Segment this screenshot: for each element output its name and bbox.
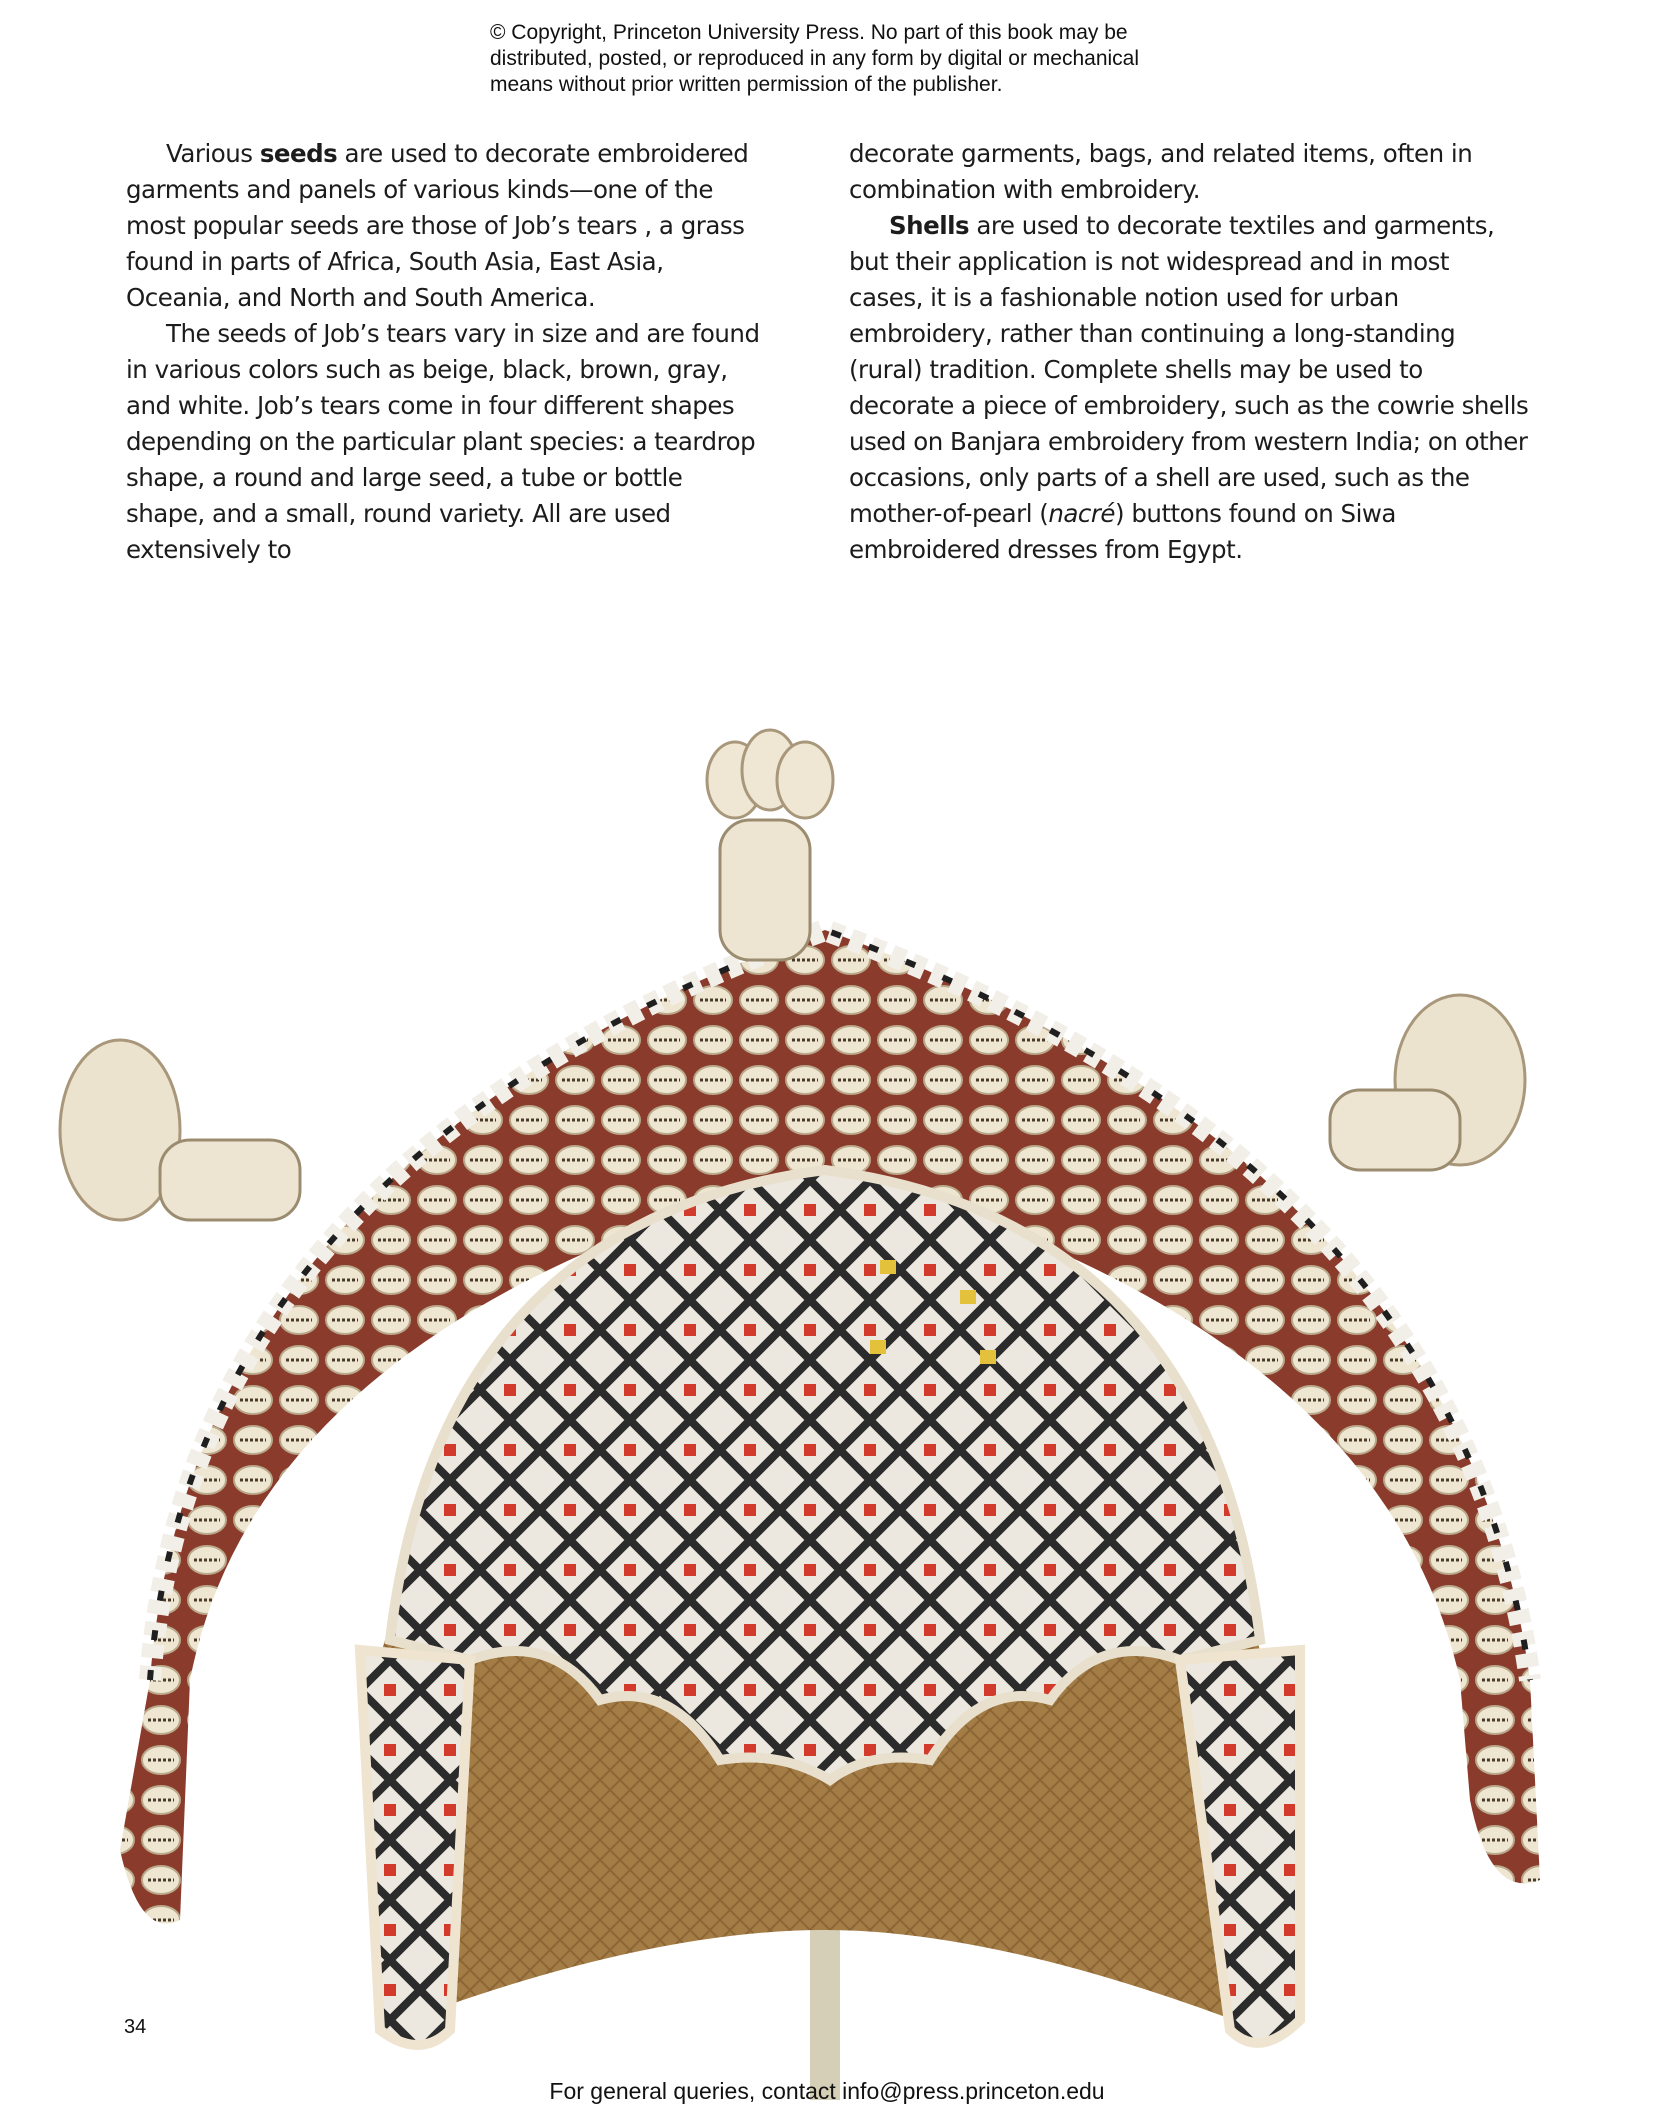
nacre-term: nacré <box>1048 499 1116 528</box>
beaded-cowrie-helmet-photo <box>0 700 1654 2100</box>
right-text-column <box>849 136 1529 568</box>
seeds-paragraph <box>126 136 766 316</box>
text-run: ) buttons found on Siwa embroidered dresses from Egypt. <box>849 499 1396 564</box>
text-run: are used to decorate embroidered garments and panels of various kinds—one of the most popular seeds are those of Job’s tears , a grass found in parts of Africa, South Asia, East Asia, Oceania, and North and South America. <box>126 139 749 312</box>
left-text-column <box>126 136 766 568</box>
left-tassel <box>60 1040 300 1220</box>
footer-contact: For general queries, contact info@press.princeton.edu <box>549 2078 1105 2104</box>
text-run: are used to decorate textiles and garments, but their application is not widespread and in most cases, it is a fashionable notion used for urban embroidery, rather than continuing a long-standing (rural) tradition. Complete shells may be used to decorate a piece of embroidery, such as the cowrie shells used on Banjara embroidery from western India; on other occasions, only parts of a shell are used, such as the mother-of-pearl ( <box>849 211 1529 528</box>
continued-paragraph: decorate garments, bags, and related items, often in combination with embroidery. <box>849 139 1473 204</box>
page-number: 34 <box>124 2016 147 2038</box>
right-tassel <box>1330 995 1525 1170</box>
copyright-line: means without prior written permission of the publisher. <box>490 73 1003 96</box>
text-run: Various <box>166 139 260 168</box>
seeds-term: seeds <box>259 139 338 168</box>
shells-term: Shells <box>889 211 970 240</box>
jobs-tears-paragraph: The seeds of Job’s tears vary in size and are found in various colors such as beige, black, brown, gray, and white. Job’s tears come in four different shapes depending on the particular plant species: a teardrop shape, a round and large seed, a tube or bottle shape, and a small, round variety. All are used extensively to <box>126 319 760 564</box>
copyright-line: distributed, posted, or reproduced in any form by digital or mechanical <box>490 47 1140 70</box>
copyright-notice <box>490 20 1250 98</box>
shells-paragraph <box>849 208 1529 568</box>
copyright-line: © Copyright, Princeton University Press. No part of this book may be <box>490 21 1128 44</box>
